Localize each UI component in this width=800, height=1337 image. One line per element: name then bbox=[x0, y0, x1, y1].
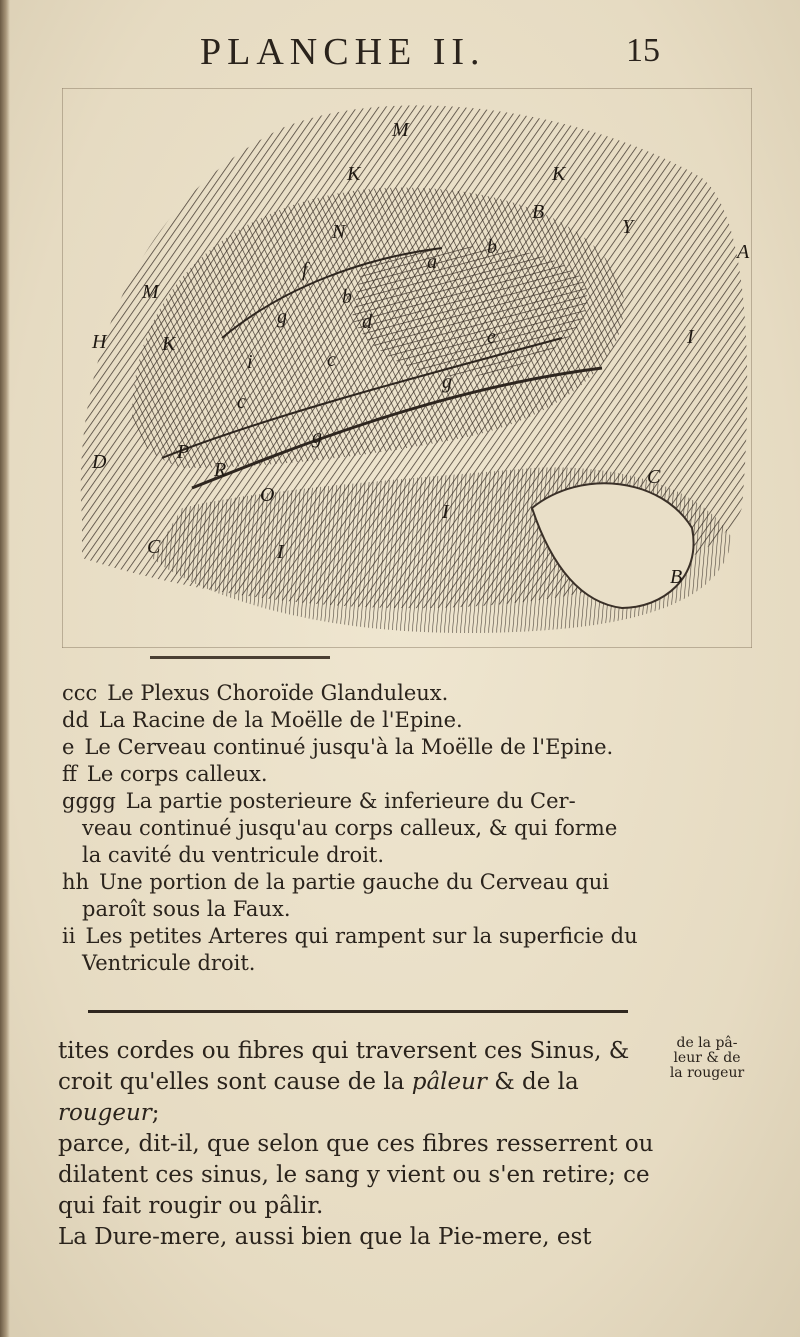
legend-continuation: la cavité du ventricule droit. bbox=[82, 843, 385, 867]
svg-text:g: g bbox=[277, 306, 287, 328]
svg-text:B: B bbox=[532, 201, 545, 223]
legend-key: gggg bbox=[62, 789, 116, 813]
legend-key: ii bbox=[62, 924, 76, 948]
anatomical-engraving bbox=[62, 88, 752, 648]
svg-text:I: I bbox=[277, 541, 284, 563]
brain-dissection-illustration bbox=[62, 88, 752, 648]
book-spine-shadow bbox=[0, 0, 10, 1337]
legend-key: hh bbox=[62, 870, 90, 894]
svg-text:B: B bbox=[670, 566, 683, 588]
legend-key: dd bbox=[62, 708, 89, 732]
legend-text: Le Plexus Choroïde Glanduleux. bbox=[107, 681, 449, 705]
legend-item bbox=[62, 923, 662, 977]
margin-line: la rougeur bbox=[669, 1065, 745, 1081]
body-text bbox=[58, 1036, 658, 1253]
italic-term: rougeur bbox=[58, 1100, 152, 1126]
svg-text:c: c bbox=[327, 349, 336, 371]
svg-text:K: K bbox=[552, 163, 566, 185]
svg-text:P: P bbox=[177, 441, 190, 463]
legend-item bbox=[62, 788, 662, 869]
svg-text:f: f bbox=[302, 259, 308, 281]
body-line: dilatent ces sinus, le sang y vient ou s'en retire; ce bbox=[58, 1162, 650, 1188]
svg-text:g: g bbox=[312, 426, 322, 448]
svg-text:b: b bbox=[342, 286, 352, 308]
legend-text: Le corps calleux. bbox=[86, 762, 268, 786]
legend-text: Une portion de la partie gauche du Cerveau qui bbox=[99, 870, 609, 894]
legend-text: Les petites Arteres qui rampent sur la superficie du bbox=[85, 924, 638, 948]
body-line: croit qu'elles sont cause de la pâleur & de la rougeur; bbox=[58, 1069, 579, 1126]
legend-key: ccc bbox=[62, 681, 98, 705]
body-line: tites cordes ou fibres qui traversent ces Sinus, & bbox=[58, 1038, 630, 1064]
body-line: qui fait rougir ou pâlir. bbox=[58, 1193, 324, 1219]
legend-item bbox=[62, 680, 662, 707]
legend-continuation: Ventricule droit. bbox=[82, 951, 256, 975]
page-number: 15 bbox=[626, 32, 660, 69]
svg-text:C: C bbox=[147, 536, 161, 558]
svg-text:I: I bbox=[687, 326, 694, 348]
svg-text:R: R bbox=[214, 459, 227, 481]
legend-continuation: veau continué jusqu'au corps calleux, & qui forme bbox=[82, 816, 618, 840]
svg-text:a: a bbox=[427, 251, 437, 273]
body-line: La Dure-mere, aussi bien que la Pie-mere, est bbox=[58, 1224, 592, 1250]
svg-text:Y: Y bbox=[622, 216, 634, 238]
italic-term: pâleur bbox=[411, 1069, 487, 1095]
page-header bbox=[200, 30, 670, 80]
svg-text:A: A bbox=[737, 241, 750, 263]
legend-text: La partie posterieure & inferieure du Cer- bbox=[125, 789, 576, 813]
svg-text:I: I bbox=[442, 501, 449, 523]
legend-item bbox=[62, 761, 662, 788]
svg-text:b: b bbox=[487, 236, 497, 258]
svg-text:d: d bbox=[362, 311, 372, 333]
legend-text: Le Cerveau continué jusqu'à la Moëlle de l'Epine. bbox=[84, 735, 614, 759]
section-divider bbox=[88, 1010, 628, 1013]
figure-rule bbox=[150, 656, 330, 659]
svg-text:H: H bbox=[92, 331, 107, 353]
legend-item bbox=[62, 869, 662, 923]
svg-text:C: C bbox=[647, 466, 661, 488]
legend-item bbox=[62, 707, 662, 734]
svg-text:M: M bbox=[142, 281, 159, 303]
legend-item bbox=[62, 734, 662, 761]
figure-legend bbox=[62, 680, 662, 977]
body-line: parce, dit-il, que selon que ces fibres resserrent ou bbox=[58, 1131, 654, 1157]
svg-text:O: O bbox=[260, 484, 275, 506]
svg-text:M: M bbox=[392, 119, 409, 141]
svg-text:e: e bbox=[487, 326, 496, 348]
legend-continuation: paroît sous la Faux. bbox=[82, 897, 291, 921]
plate-title: PLANCHE II. bbox=[200, 31, 486, 73]
margin-line: de la pâ- bbox=[676, 1035, 738, 1051]
legend-text: La Racine de la Moëlle de l'Epine. bbox=[98, 708, 463, 732]
svg-text:c: c bbox=[237, 391, 246, 413]
svg-text:g: g bbox=[442, 371, 452, 393]
svg-text:i: i bbox=[247, 351, 253, 373]
margin-line: leur & de bbox=[673, 1050, 741, 1066]
svg-text:D: D bbox=[92, 451, 107, 473]
svg-text:K: K bbox=[347, 163, 361, 185]
svg-text:N: N bbox=[332, 221, 346, 243]
legend-key: ff bbox=[62, 762, 77, 786]
svg-text:K: K bbox=[162, 333, 176, 355]
legend-key: e bbox=[62, 735, 75, 759]
margin-note bbox=[652, 1036, 762, 1081]
